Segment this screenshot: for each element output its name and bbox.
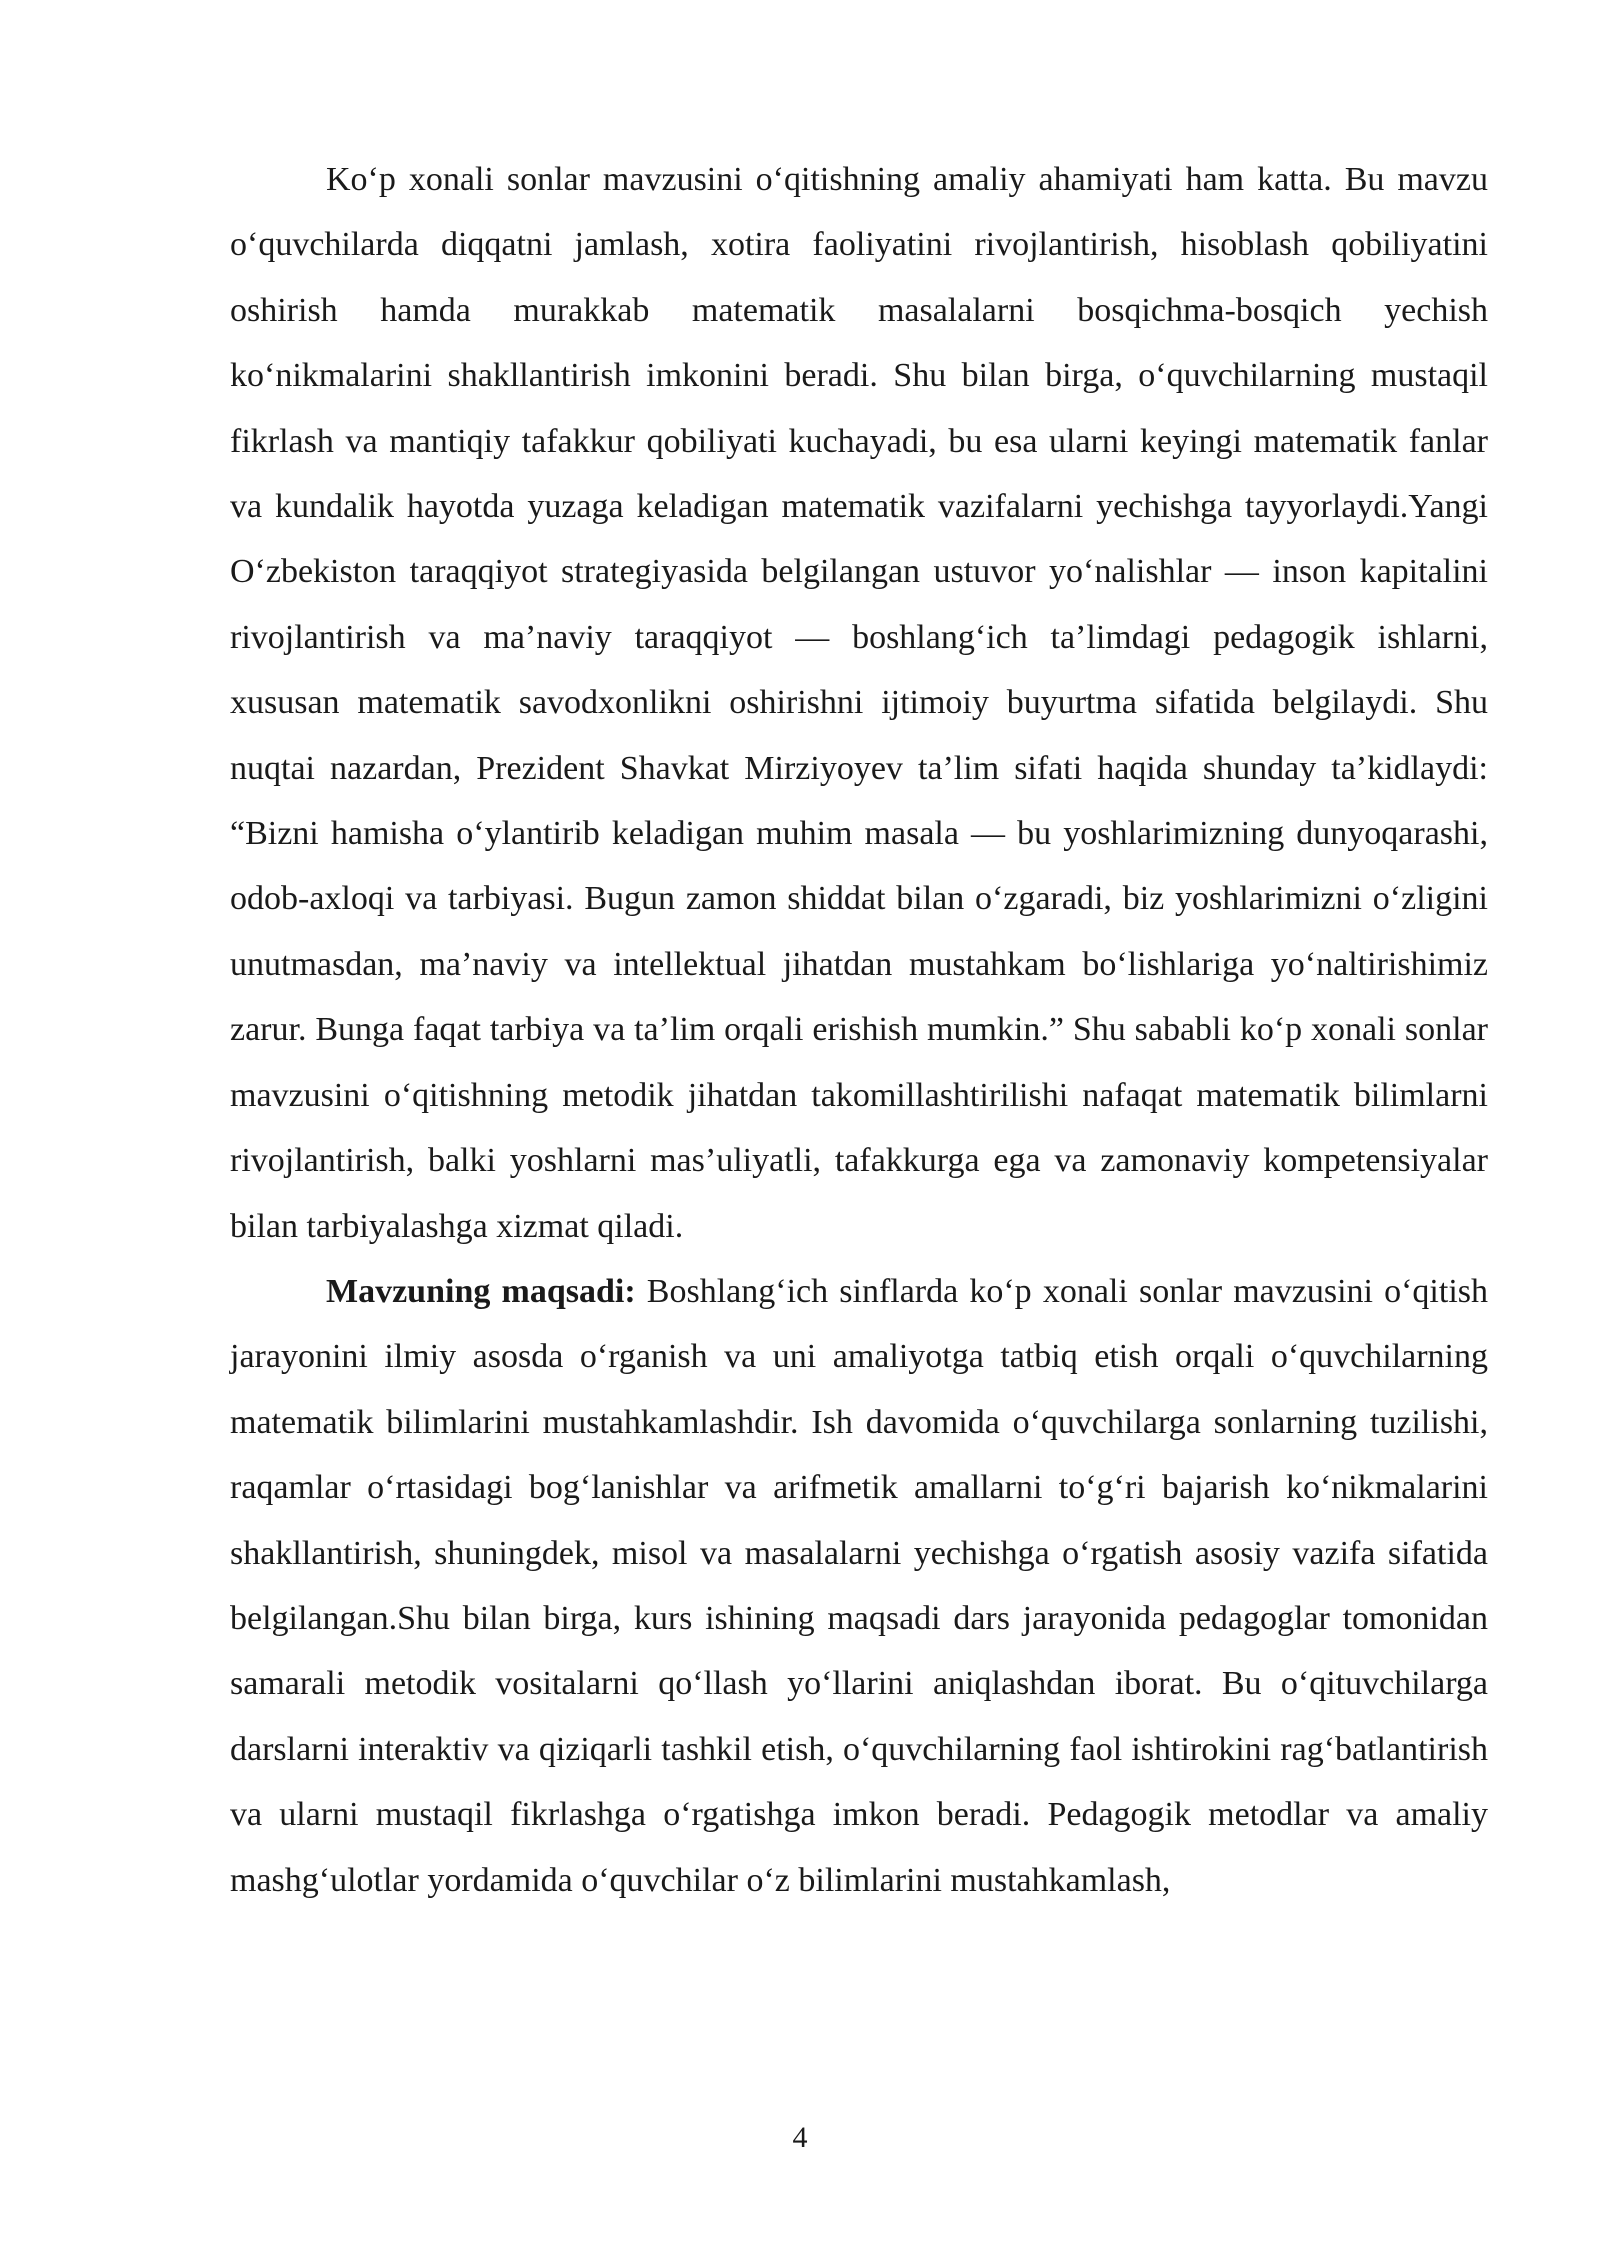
page-number: 4 bbox=[792, 2121, 808, 2154]
paragraph-goal-body: Boshlang‘ich sinflarda ko‘p xonali sonlar mavzusini o‘qitish jarayonini ilmiy asosda o‘rganish va uni amaliyotga tatbiq etish orqali o‘quvchilarning matematik bilimlarini mustahkamlashdir. Ish davomida o‘quvchilarga sonlarning tuzilishi, raqamlar o‘rtasidagi bog‘lanishlar va arifmetik amallarni to‘g‘ri bajarish ko‘nikmalarini shakllantirish, shuningdek, misol va masalalarni yechishga o‘rgatish asosiy vazifa sifatida belgilangan.Shu bilan birga, kurs ishining maqsadi dars jarayonida pedagoglar tomonidan samarali metodik vositalarni qo‘llash yo‘llarini aniqlashdan iborat. Bu o‘qituvchilarga darslarni interaktiv va qiziqarli tashkil etish, o‘quvchilarning faol ishtirokini rag‘batlantirish va ularni mustaqil fikrlashga o‘rgatishga imkon beradi. Pedagogik metodlar va amaliy mashg‘ulotlar yordamida o‘quvchilar o‘z bilimlarini mustahkamlash, bbox=[230, 1272, 1489, 1899]
paragraph-goal bbox=[230, 1259, 1488, 1913]
paragraph-goal-heading: Mavzuning maqsadi: bbox=[326, 1272, 636, 1310]
body-text bbox=[230, 147, 1488, 1913]
paragraph-practical-importance: Ko‘p xonali sonlar mavzusini o‘qitishning amaliy ahamiyati ham katta. Bu mavzu o‘quvchilarda diqqatni jamlash, xotira faoliyatini rivojlantirish, hisoblash qobiliyatini oshirish hamda murakkab matematik masalalarni bosqichma-bosqich yechish ko‘nikmalarini shakllantirish imkonini beradi. Shu bilan birga, o‘quvchilarning mustaqil fikrlash va mantiqiy tafakkur qobiliyati kuchayadi, bu esa ularni keyingi matematik fanlar va kundalik hayotda yuzaga keladigan matematik vazifalarni yechishga tayyorlaydi.Yangi O‘zbekiston taraqqiyot strategiyasida belgilangan ustuvor yo‘nalishlar — inson kapitalini rivojlantirish va ma’naviy taraqqiyot — boshlang‘ich ta’limdagi pedagogik ishlarni, xususan matematik savodxonlikni oshirishni ijtimoiy buyurtma sifatida belgilaydi. Shu nuqtai nazardan, Prezident Shavkat Mirziyoyev ta’lim sifati haqida shunday ta’kidlaydi: “Bizni hamisha o‘ylantirib keladigan muhim masala — bu yoshlarimizning dunyoqarashi, odob-axloqi va tarbiyasi. Bugun zamon shiddat bilan o‘zgaradi, biz yoshlarimizni o‘zligini unutmasdan, ma’naviy va intellektual jihatdan mustahkam bo‘lishlariga yo‘naltirishimiz zarur. Bunga faqat tarbiya va ta’lim orqali erishish mumkin.” Shu sababli ko‘p xonali sonlar mavzusini o‘qitishning metodik jihatdan takomillashtirilishi nafaqat matematik bilimlarni rivojlantirish, balki yoshlarni mas’uliyatli, tafakkurga ega va zamonaviy kompetensiyalar bilan tarbiyalashga xizmat qiladi. bbox=[230, 161, 1488, 1245]
